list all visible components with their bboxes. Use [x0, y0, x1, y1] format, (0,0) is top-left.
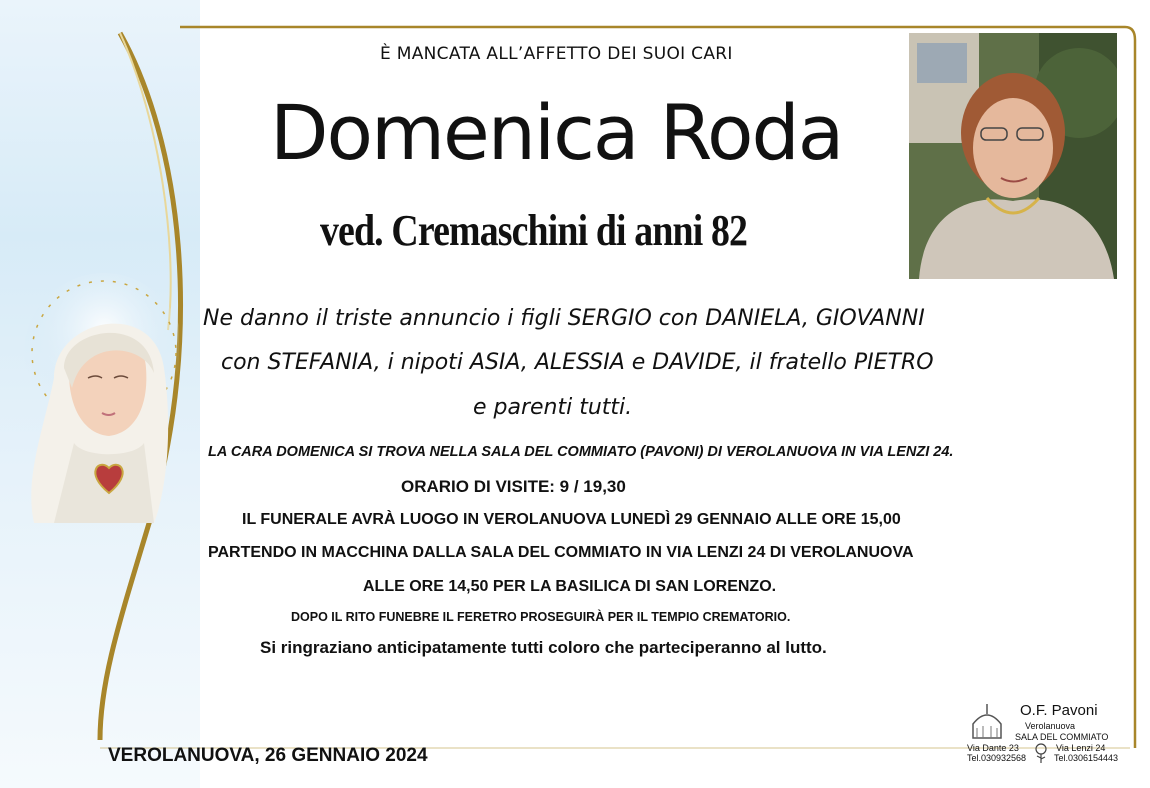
funeral-line-2: PARTENDO IN MACCHINA DALLA SALA DEL COMMIATO IN VIA LENZI 24 DI VEROLANUOVA	[208, 544, 914, 561]
agency-phone-1: Tel.030932568	[967, 753, 1027, 763]
funeral-line-1: IL FUNERALE AVRÀ LUOGO IN VEROLANUOVA LUNEDÌ 29 GENNAIO ALLE ORE 15,00	[242, 511, 901, 528]
thanks-line: Si ringraziano anticipatamente tutti coloro che parteciperanno al lutto.	[260, 638, 827, 657]
rose-icon	[1031, 742, 1051, 764]
deceased-name: Domenica Roda	[270, 88, 843, 177]
announcement-line-2: con STEFANIA, i nipoti ASIA, ALESSIA e DAVIDE, il fratello PIETRO	[221, 350, 934, 375]
madonna-image	[14, 258, 179, 523]
visiting-hours: ORARIO DI VISITE: 9 / 19,30	[401, 477, 626, 496]
announcement-line-1: Ne danno il triste annuncio i figli SERGIO con DANIELA, GIOVANNI	[203, 306, 925, 331]
agency-address-2: Via Lenzi 24	[1056, 743, 1106, 753]
portrait-photo	[909, 33, 1117, 279]
place-date: VEROLANUOVA, 26 GENNAIO 2024	[108, 745, 428, 766]
after-rite-note: DOPO IL RITO FUNEBRE IL FERETRO PROSEGUIRÀ PER IL TEMPIO CREMATORIO.	[291, 610, 791, 624]
agency-logo-icon	[967, 702, 1007, 742]
agency-phone-2: Tel.0306154443	[1054, 753, 1119, 763]
agency-address-1: Via Dante 23	[967, 743, 1019, 753]
announcement-line-3: e parenti tutti.	[473, 395, 633, 420]
funeral-line-3: ALLE ORE 14,50 PER LA BASILICA DI SAN LORENZO.	[363, 578, 777, 595]
agency-logo	[965, 700, 1119, 770]
viewing-location: LA CARA DOMENICA SI TROVA NELLA SALA DEL COMMIATO (PAVONI) DI VEROLANUOVA IN VIA LENZI 24.	[208, 444, 954, 460]
agency-hall: SALA DEL COMMIATO	[1015, 732, 1109, 742]
agency-name: O.F. Pavoni	[1020, 702, 1098, 719]
agency-city: Verolanuova	[1025, 721, 1076, 731]
kicker-text: È MANCATA ALL’AFFETTO DEI SUOI CARI	[380, 44, 733, 64]
deceased-subtitle: ved. Cremaschini di anni 82	[320, 206, 748, 255]
